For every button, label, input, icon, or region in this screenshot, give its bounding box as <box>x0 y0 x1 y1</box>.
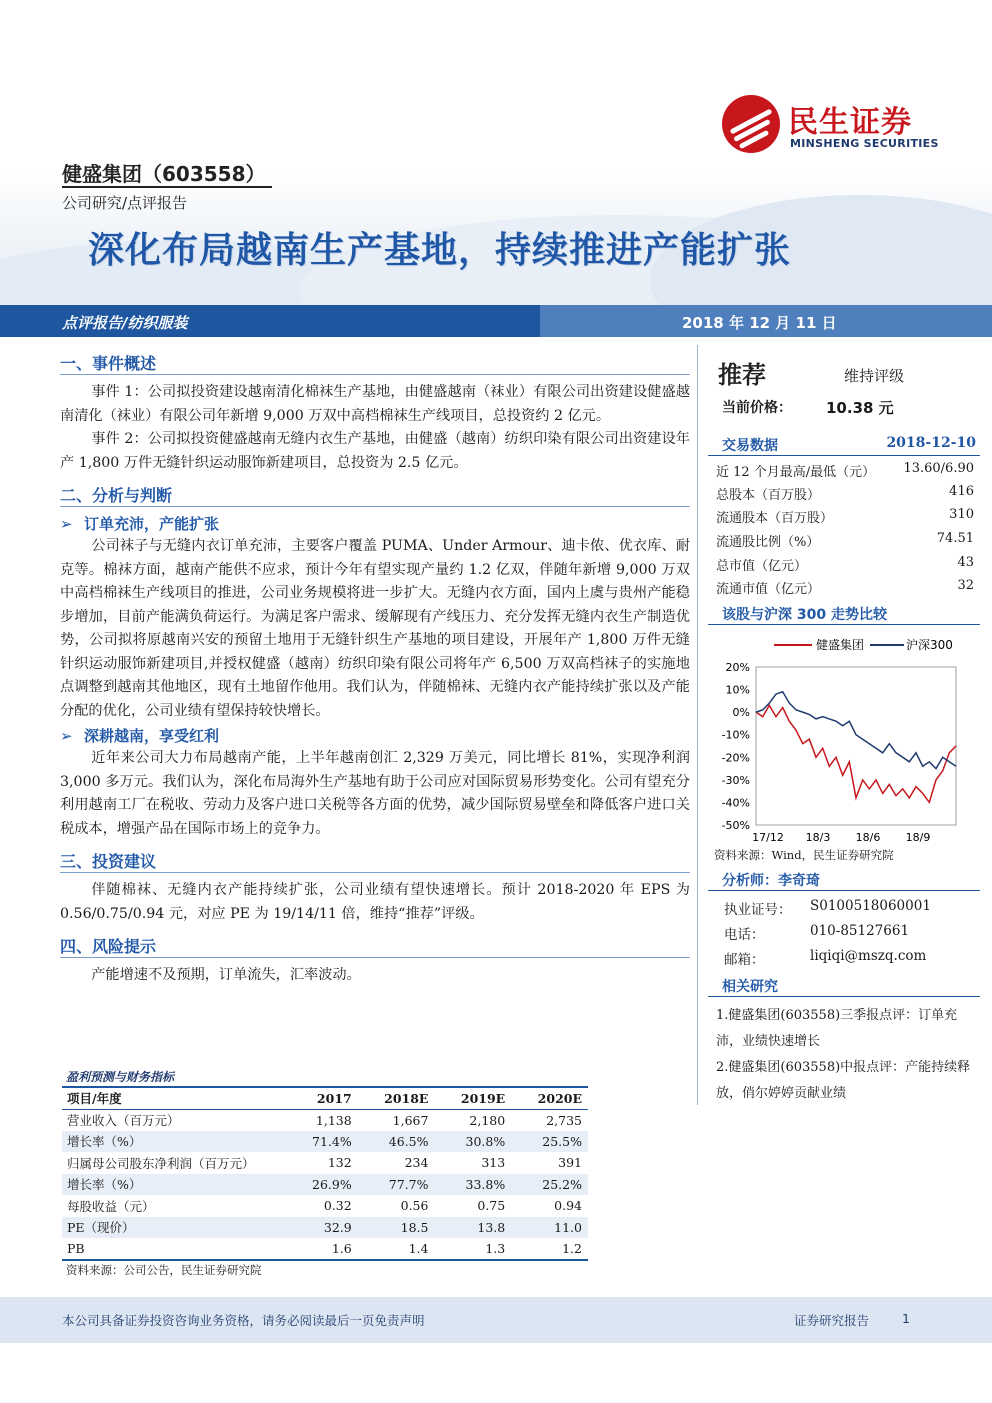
table-cell: 313 <box>481 1155 506 1171</box>
analyst-row <box>724 945 980 971</box>
table-cell: 391 <box>558 1155 582 1171</box>
report-type: 公司研究/点评报告 <box>62 194 188 212</box>
table-row <box>62 1109 588 1131</box>
table-header: 2020E <box>511 1087 588 1109</box>
section-title: 四、风险提示 <box>60 937 157 956</box>
trade-label: 流通市值（亿元） <box>716 582 821 597</box>
plot-area <box>756 667 956 825</box>
table-cell: 234 <box>404 1155 429 1171</box>
legend-label: 沪深300 <box>906 638 953 652</box>
price-label: 当前价格： <box>722 400 792 416</box>
paragraph: 公司袜子与无缝内衣订单充沛，主要客户覆盖 PUMA、Under Armour、迪卡侬、优衣库、耐克等。棉袜方面，越南产能供不应求，预计今年有望实现产量约 1.2 亿双，伴随年新增 9,000 万双中高档棉袜生产线项目的推进，公司业务规模将进一步扩大。无缝内衣方面，国内上虞与贵州产能稳步增加，目前产能满负荷运行。为满足客户需求、缓解现有产线压力、充分发挥无缝内衣生产制造优势，公司拟将原越南兴安的预留土地用于无缝针织生产基地的项目建设，开展年产 1,800 万件无缝针织运动服饰新建项目,并授权健盛（越南）纺织印染有限公司将年产 6,500 万双高档袜子的实施地点调整到越南其他地区，现有土地留作他用。我们认为，伴随棉袜、无缝内衣产能持续扩张以及产能分配的优化，公司业绩有望保持较快增长。 <box>60 538 690 719</box>
trade-value: 310 <box>949 507 974 522</box>
chart-header <box>708 601 980 625</box>
analyst-label: 执业证号： <box>724 902 792 918</box>
related-title: 相关研究 <box>722 979 778 995</box>
related-item[interactable]: 1.健盛集团(603558)三季报点评：订单充沛，业绩快速增长 <box>716 1008 958 1049</box>
table-header-row <box>62 1087 588 1109</box>
table-cell: 33.8% <box>434 1174 511 1196</box>
trade-row <box>716 575 976 598</box>
analyst-title: 分析师：李奇琦 <box>722 873 820 889</box>
table-cell: 26.9% <box>288 1174 358 1196</box>
trade-row <box>716 504 976 527</box>
paragraph: 产能增速不及预期，订单流失，汇率波动。 <box>91 967 361 983</box>
table-cell: 11.0 <box>511 1217 588 1239</box>
x-tick-label: 18/3 <box>805 831 831 844</box>
table-row <box>62 1217 588 1239</box>
page-title: 深化布局越南生产基地，持续推进产能扩张 <box>88 230 792 271</box>
stock-comparison-chart <box>708 633 980 845</box>
table-cell: 1.6 <box>288 1238 358 1260</box>
section-title: 二、分析与判断 <box>60 486 173 505</box>
analyst-row <box>724 920 980 946</box>
table-header: 2019E <box>434 1087 511 1109</box>
trade-value: 32 <box>957 578 974 593</box>
logo-mark-icon <box>722 95 780 153</box>
table-header: 2018E <box>358 1087 435 1109</box>
x-axis <box>752 831 930 844</box>
analyst-header <box>708 867 980 891</box>
trade-value: 13.60/6.90 <box>903 461 974 476</box>
trade-data-date: 2018-12-10 <box>886 435 976 451</box>
paragraph: 事件 1：公司拟投资建设越南清化棉袜生产基地，由健盛越南（袜业）有限公司出资建设健盛越南清化（袜业）有限公司年新增 9,000 万双中高档棉袜生产线项目，总投资约 2 亿元。 <box>60 384 690 424</box>
related-header <box>708 973 980 997</box>
y-tick-label: 10% <box>725 683 750 697</box>
table-header: 项目/年度 <box>62 1087 288 1109</box>
trade-data-title: 交易数据 <box>722 438 778 454</box>
trade-label: 总市值（亿元） <box>716 559 808 574</box>
series-line-index <box>756 692 956 769</box>
arrow-bullet-icon: ➢ <box>60 515 73 533</box>
table-cell: 1,138 <box>315 1112 352 1128</box>
table-cell: 每股收益（元） <box>67 1198 155 1214</box>
x-tick-label: 18/9 <box>905 831 931 844</box>
paragraph: 伴随棉袜、无缝内衣产能持续扩张，公司业绩有望快速增长。预计 2018-2020 年 EPS 为 0.56/0.75/0.94 元，对应 PE 为 19/14/11 倍，维持“推荐”评级。 <box>60 882 690 922</box>
subsection-title <box>60 513 690 535</box>
y-tick-label: -50% <box>721 819 750 832</box>
x-tick-label: 18/6 <box>855 831 881 844</box>
table-cell: 1.3 <box>434 1238 511 1260</box>
y-tick-label: 0% <box>732 706 750 720</box>
page-footer <box>0 1297 992 1343</box>
divider <box>60 872 690 873</box>
table-cell: 1,667 <box>392 1112 429 1128</box>
table-row <box>62 1174 588 1196</box>
table-cell: 18.5 <box>358 1217 435 1239</box>
analyst-value: 010-85127661 <box>810 923 910 939</box>
y-tick-label: -40% <box>721 796 750 810</box>
trade-value: 416 <box>949 484 974 499</box>
subsection-label: 深耕越南，享受红利 <box>84 727 220 745</box>
table-cell: 30.8% <box>434 1131 511 1153</box>
trade-row <box>716 528 976 551</box>
table-cell: 1.2 <box>511 1238 588 1260</box>
report-category: 点评报告/纺织服装 <box>62 314 188 332</box>
y-axis <box>722 661 750 832</box>
paragraph: 近年来公司大力布局越南产能，上半年越南创汇 2,329 万美元，同比增长 81%，实现净利润 3,000 多万元。我们认为，深化布局海外生产基地有助于公司应对国际贸易形势变化。公司有望充分利用越南工厂在税收、劳动力及客户进口关税等各方面的优势，减少国际贸易壁垒和降低客户进口关税成本，增强产品在国际市场上的竞争力。 <box>60 750 690 837</box>
company-name: 健盛集团（603558） <box>62 162 266 186</box>
section-title: 一、事件概述 <box>60 354 157 373</box>
chart-source: 资料来源：Wind，民生证券研究院 <box>714 848 894 862</box>
y-tick-label: 20% <box>725 661 750 674</box>
brand-name-cn: 民生证券 <box>788 105 912 140</box>
table-cell: 增长率（%） <box>62 1131 288 1153</box>
table-cell: 1.4 <box>358 1238 435 1260</box>
y-tick-label: -20% <box>721 751 750 765</box>
legend-label: 健盛集团 <box>816 638 865 652</box>
trade-label: 流通股比例（%） <box>716 535 820 550</box>
related-research-list <box>716 1003 980 1107</box>
trade-label: 流通股本（百万股） <box>716 511 834 526</box>
trade-row <box>716 458 976 481</box>
page-number: 1 <box>902 1311 910 1326</box>
table-cell: 77.7% <box>358 1174 435 1196</box>
footer-disclaimer: 本公司具备证券投资咨询业务资格，请务必阅读最后一页免责声明 <box>62 1313 425 1328</box>
divider <box>60 957 690 958</box>
subsection-title <box>60 725 690 747</box>
table-cell: 0.94 <box>554 1198 582 1214</box>
table-cell: 25.5% <box>511 1131 588 1153</box>
analyst-row <box>724 895 980 921</box>
x-tick-label: 17/12 <box>752 831 784 844</box>
arrow-bullet-icon: ➢ <box>60 727 73 745</box>
analyst-email[interactable]: liqiqi@mszq.com <box>810 948 927 964</box>
table-cell: PE（现价） <box>62 1217 288 1239</box>
table-cell: 2,735 <box>546 1112 582 1128</box>
report-header <box>0 0 992 305</box>
financial-table <box>62 1086 588 1261</box>
table-cell: 2,180 <box>469 1112 506 1128</box>
series-line-stock <box>756 705 956 802</box>
category-band <box>0 305 992 337</box>
table-row <box>62 1131 588 1153</box>
analyst-value: S0100518060001 <box>810 898 931 914</box>
table-cell: 0.32 <box>323 1198 352 1214</box>
column-divider <box>697 345 698 1105</box>
analyst-label: 电话： <box>724 927 765 943</box>
y-tick-label: -10% <box>721 728 750 742</box>
table-row <box>62 1152 588 1174</box>
table-cell: 13.8 <box>434 1217 511 1239</box>
main-content <box>60 345 690 988</box>
table-cell: PB <box>62 1238 288 1260</box>
price-value: 10.38 元 <box>826 399 894 417</box>
divider <box>60 506 690 507</box>
trade-value: 43 <box>957 555 974 570</box>
table-row <box>62 1238 588 1260</box>
table-header: 2017 <box>288 1087 358 1109</box>
rating-note: 维持评级 <box>844 367 905 385</box>
subsection-label: 订单充沛，产能扩张 <box>84 515 220 533</box>
table-cell: 46.5% <box>358 1131 435 1153</box>
footer-doc-type: 证券研究报告 <box>794 1313 870 1328</box>
analyst-label: 邮箱： <box>724 952 765 968</box>
table-cell: 132 <box>327 1155 352 1171</box>
brand-name-en: MINSHENG SECURITIES <box>790 137 939 150</box>
trade-row <box>716 552 976 575</box>
divider <box>60 374 690 375</box>
report-date: 2018 年 12 月 11 日 <box>682 314 837 332</box>
brand-logo <box>722 95 962 157</box>
table-cell: 增长率（%） <box>62 1174 288 1196</box>
chart-title: 该股与沪深 300 走势比较 <box>722 607 887 623</box>
rating: 推荐 <box>718 361 766 389</box>
table-caption: 盈利预测与财务指标 <box>66 1070 175 1084</box>
trade-value: 74.51 <box>936 531 974 546</box>
table-source: 资料来源：公司公告，民生证券研究院 <box>66 1263 262 1277</box>
table-cell: 32.9 <box>288 1217 358 1239</box>
table-cell: 归属母公司股东净利润（百万元） <box>67 1155 255 1171</box>
section-title: 三、投资建议 <box>60 852 157 871</box>
table-cell: 71.4% <box>288 1131 358 1153</box>
trade-label: 总股本（百万股） <box>716 488 821 503</box>
trade-label: 近 12 个月最高/最低（元） <box>716 465 876 480</box>
trade-data-header <box>708 432 980 456</box>
table-cell: 0.75 <box>477 1198 506 1214</box>
divider <box>62 186 272 188</box>
trade-row <box>716 481 976 504</box>
table-row <box>62 1195 588 1217</box>
rating-box <box>708 345 980 425</box>
y-tick-label: -30% <box>721 773 750 787</box>
paragraph: 事件 2：公司拟投资健盛越南无缝内衣生产基地，由健盛（越南）纺织印染有限公司出资建设年产 1,800 万件无缝针织运动服饰新建项目，总投资为 2.5 亿元。 <box>60 431 690 471</box>
table-cell: 25.2% <box>511 1174 588 1196</box>
related-item[interactable]: 2.健盛集团(603558)中报点评：产能持续释放，俏尔婷婷贡献业绩 <box>716 1060 971 1101</box>
table-cell: 营业收入（百万元） <box>67 1113 180 1128</box>
table-cell: 0.56 <box>400 1198 429 1214</box>
